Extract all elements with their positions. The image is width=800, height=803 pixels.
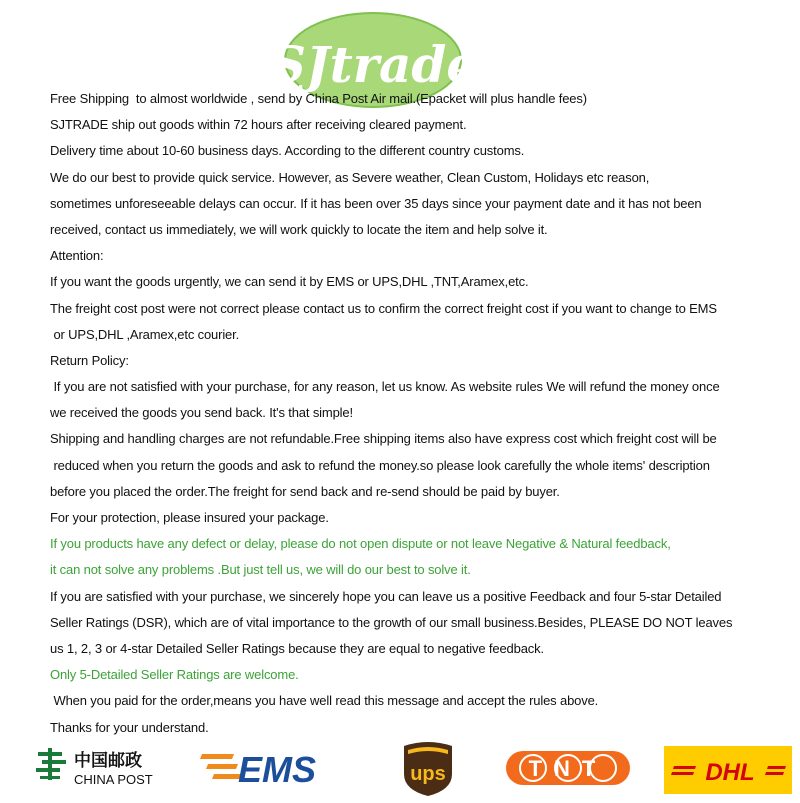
text-line: it can not solve any problems .But just tell us, we will do our best to solve it. bbox=[50, 562, 471, 578]
text-line: reduced when you return the goods and ask to refund the money.so please look carefully the whole items' description bbox=[50, 457, 710, 473]
text-line: before you placed the order.The freight for send back and re-send should be paid by buyer. bbox=[50, 483, 560, 499]
china-post-en: CHINA POST bbox=[74, 772, 153, 787]
text-line: The freight cost post were not correct please contact us to confirm the correct freight cost if you want to change to EMS bbox=[50, 300, 717, 316]
text-line: Thanks for your understand. bbox=[50, 719, 209, 735]
tnt-icon bbox=[505, 750, 631, 786]
china-post-icon bbox=[34, 744, 158, 790]
dhl-logo bbox=[664, 746, 792, 794]
text-line: When you paid for the order,means you have well read this message and accept the rules above. bbox=[50, 693, 599, 709]
text-line: Return Policy: bbox=[50, 352, 129, 368]
text-line: Delivery time about 10-60 business days. According to the different country customs. bbox=[50, 143, 525, 159]
text-line: If you want the goods urgently, we can send it by EMS or UPS,DHL ,TNT,Aramex,etc. bbox=[50, 274, 529, 290]
ups-shield-icon bbox=[400, 740, 456, 798]
text-line: we received the goods you send back. It's that simple! bbox=[50, 405, 353, 421]
text-line: Attention: bbox=[50, 248, 104, 264]
china-post-cn: 中国邮政 bbox=[74, 751, 142, 771]
ups-logo bbox=[400, 740, 456, 798]
text-line: For your protection, please insured your package. bbox=[50, 510, 329, 525]
dhl-text: DHL bbox=[705, 759, 755, 786]
text-line: or UPS,DHL ,Aramex,etc courier. bbox=[50, 326, 240, 342]
tnt-logo bbox=[505, 750, 631, 786]
text-line: Shipping and handling charges are not refundable.Free shipping items also have express cost which freight cost will be bbox=[50, 431, 717, 447]
china-post-logo bbox=[34, 744, 158, 790]
text-line: us 1, 2, 3 or 4-star Detailed Seller Ratings because they are equal to negative feedback. bbox=[50, 640, 544, 656]
text-line: We do our best to provide quick service. However, as Severe weather, Clean Custom, Holidays etc reason, bbox=[50, 169, 650, 185]
text-line: If you products have any defect or delay, please do not open dispute or not leave Negative & Natural feedback, bbox=[50, 536, 671, 552]
ems-logo bbox=[198, 744, 338, 790]
ems-icon bbox=[198, 744, 338, 790]
policy-text bbox=[50, 86, 780, 741]
tnt-text: TNT bbox=[528, 756, 608, 781]
logo-text: SJtrade bbox=[269, 35, 479, 94]
text-line: received, contact us immediately, we will work quickly to locate the item and help solve it. bbox=[50, 221, 548, 237]
ems-text: EMS bbox=[238, 749, 317, 790]
text-line: Only 5-Detailed Seller Ratings are welcome. bbox=[50, 667, 299, 683]
text-line: SJTRADE ship out goods within 72 hours after receiving cleared payment. bbox=[50, 117, 467, 133]
carrier-logos bbox=[0, 736, 800, 800]
text-line: sometimes unforeseeable delays can occur. If it has been over 35 days since your payment date and it has not been bbox=[50, 195, 702, 211]
text-line: If you are not satisfied with your purchase, for any reason, let us know. As website rules We will refund the money once bbox=[50, 379, 720, 395]
text-line: If you are satisfied with your purchase, we sincerely hope you can leave us a positive Feedback and four 5-star Detailed bbox=[50, 588, 722, 604]
text-line: Free Shipping to almost worldwide , send by China Post Air mail.(Epacket will plus handle fees) bbox=[50, 91, 587, 106]
dhl-icon bbox=[664, 746, 792, 794]
ups-text: ups bbox=[410, 763, 446, 785]
text-line: Seller Ratings (DSR), which are of vital importance to the growth of our small business.Besides, PLEASE DO NOT leaves bbox=[50, 614, 733, 630]
